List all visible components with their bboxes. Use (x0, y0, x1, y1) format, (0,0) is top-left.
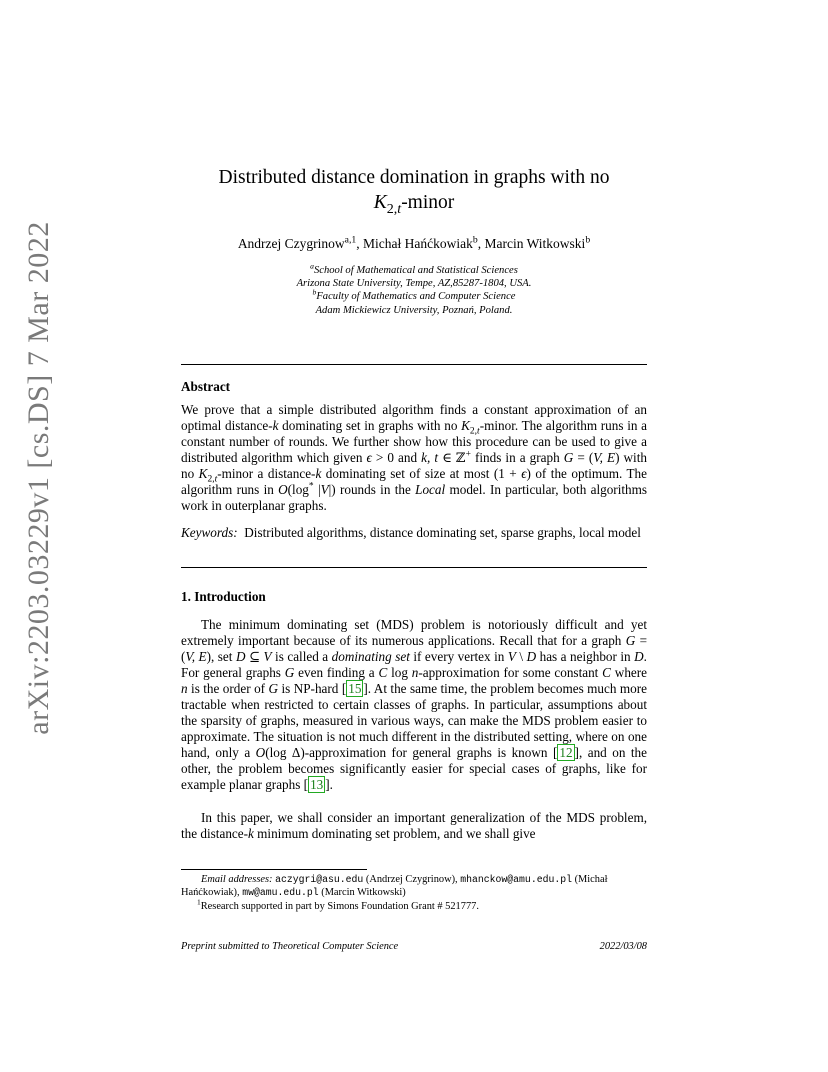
email-link[interactable]: mhanckow@amu.edu.pl (460, 874, 572, 885)
citation-link[interactable]: 15 (348, 681, 362, 696)
preprint-date: 2022/03/08 (599, 941, 647, 952)
email-link[interactable]: aczygri@asu.edu (275, 874, 364, 885)
affiliation-a-line-2: Arizona State University, Tempe, AZ,85287-1804, USA. (296, 278, 532, 290)
funding-footnote: $^1$Research supported in part by Simons Foundation Grant # 521777. (197, 897, 479, 912)
abstract-top-rule (181, 364, 647, 365)
abstract-body: We prove that a simple distributed algorithm finds a constant approximation of an optimal distance-k dominating set in graphs with no $K_{2,t}$-minor. The algorithm runs in a constant number of rounds. We further show how this procedure can be used to give a distributed algorithm which given ϵ > 0 and k, t ∈ ℤ+ finds in a graph G = (V, E) with no $K_{2,t}$-minor a distance-k dominating set of size at most (1 + ϵ) of the optimum. The algorithm runs in O(log* |V|) rounds in the Local model. In particular, both algorithms work in outerplanar graphs. (181, 402, 648, 513)
citation-link[interactable]: 12 (559, 745, 573, 760)
abstract-heading: Abstract (181, 379, 231, 394)
keywords (181, 525, 647, 541)
affiliations (181, 261, 647, 317)
author-name: Andrzej Czygrinow (237, 236, 345, 251)
section-heading: 1. Introduction (181, 589, 266, 604)
preprint-notice: Preprint submitted to Theoretical Computer Science (181, 941, 399, 952)
affiliation-b-line-1: $^b$Faculty of Mathematics and Computer Science (312, 287, 516, 303)
citation-link[interactable]: 13 (310, 777, 324, 792)
paper-title (181, 165, 647, 215)
abstract-bottom-rule (181, 567, 647, 568)
email-link[interactable]: mw@amu.edu.pl (242, 886, 319, 898)
arxiv-identifier-text: arXiv:2203.03229v1 [cs.DS] 7 Mar 2022 (22, 221, 55, 735)
introduction-paragraph-2: In this paper, we shall consider an important generalization of the MDS problem, the distance-k minimum dominating set problem, and we shall give (181, 810, 647, 841)
author-name: Michał Hańćkowiak (363, 236, 473, 251)
email-label: Email addresses: (201, 874, 273, 885)
arxiv-identifier-stamp (21, 221, 57, 735)
keywords-text: Distributed algorithms, distance dominating set, sparse graphs, local model (244, 525, 641, 540)
title-line-1: Distributed distance domination in graphs with no (218, 167, 610, 188)
affiliation-a-line-1: $^a$School of Mathematical and Statistical Sciences (310, 261, 518, 276)
title-line-2: $K_{2,t}$-minor (373, 192, 455, 217)
introduction-paragraph-1: The minimum dominating set (MDS) problem is notoriously difficult and yet extremely important because of its numerous applications. Recall that for a graph G = (V, E), set D ⊆ V is called a dominating set if every vertex in V \ D has a neighbor in D. For general graphs G even finding a C log n-approximation for some constant C where n is the order of G is NP-hard [ 15 ]. At the same time, the problem becomes much more tractable when restricted to certain classes of graphs. In particular, assumptions about the sparsity of graphs, measured in various ways, can make the MDS problem easier to approximate. The situation is not much different in the distributed setting, where on one hand, only a O(log Δ)-approximation for general graphs is known [ 12 ], and on the other, the problem becomes significantly easier for special cases of graphs, like for example planar graphs [ 13 ]. (181, 617, 648, 792)
author-list: Andrzej Czygrinow$^{a,1}$, Michał Hańćkowiak$^b$, Marcin Witkowski$^b$ (237, 234, 591, 251)
footnote-rule (181, 869, 367, 870)
author-name: Marcin Witkowski (484, 236, 586, 251)
affiliation-b-line-2: Adam Mickiewicz University, Poznań, Poland. (315, 304, 513, 316)
keywords-label: Keywords: (181, 525, 238, 540)
email-footnote: Email addresses: aczygri@asu.edu (Andrzej Czygrinow), mhanckow@amu.edu.pl (Michał Hańćkowiak), mw@amu.edu.pl (Marcin Witkowski) (181, 874, 608, 898)
